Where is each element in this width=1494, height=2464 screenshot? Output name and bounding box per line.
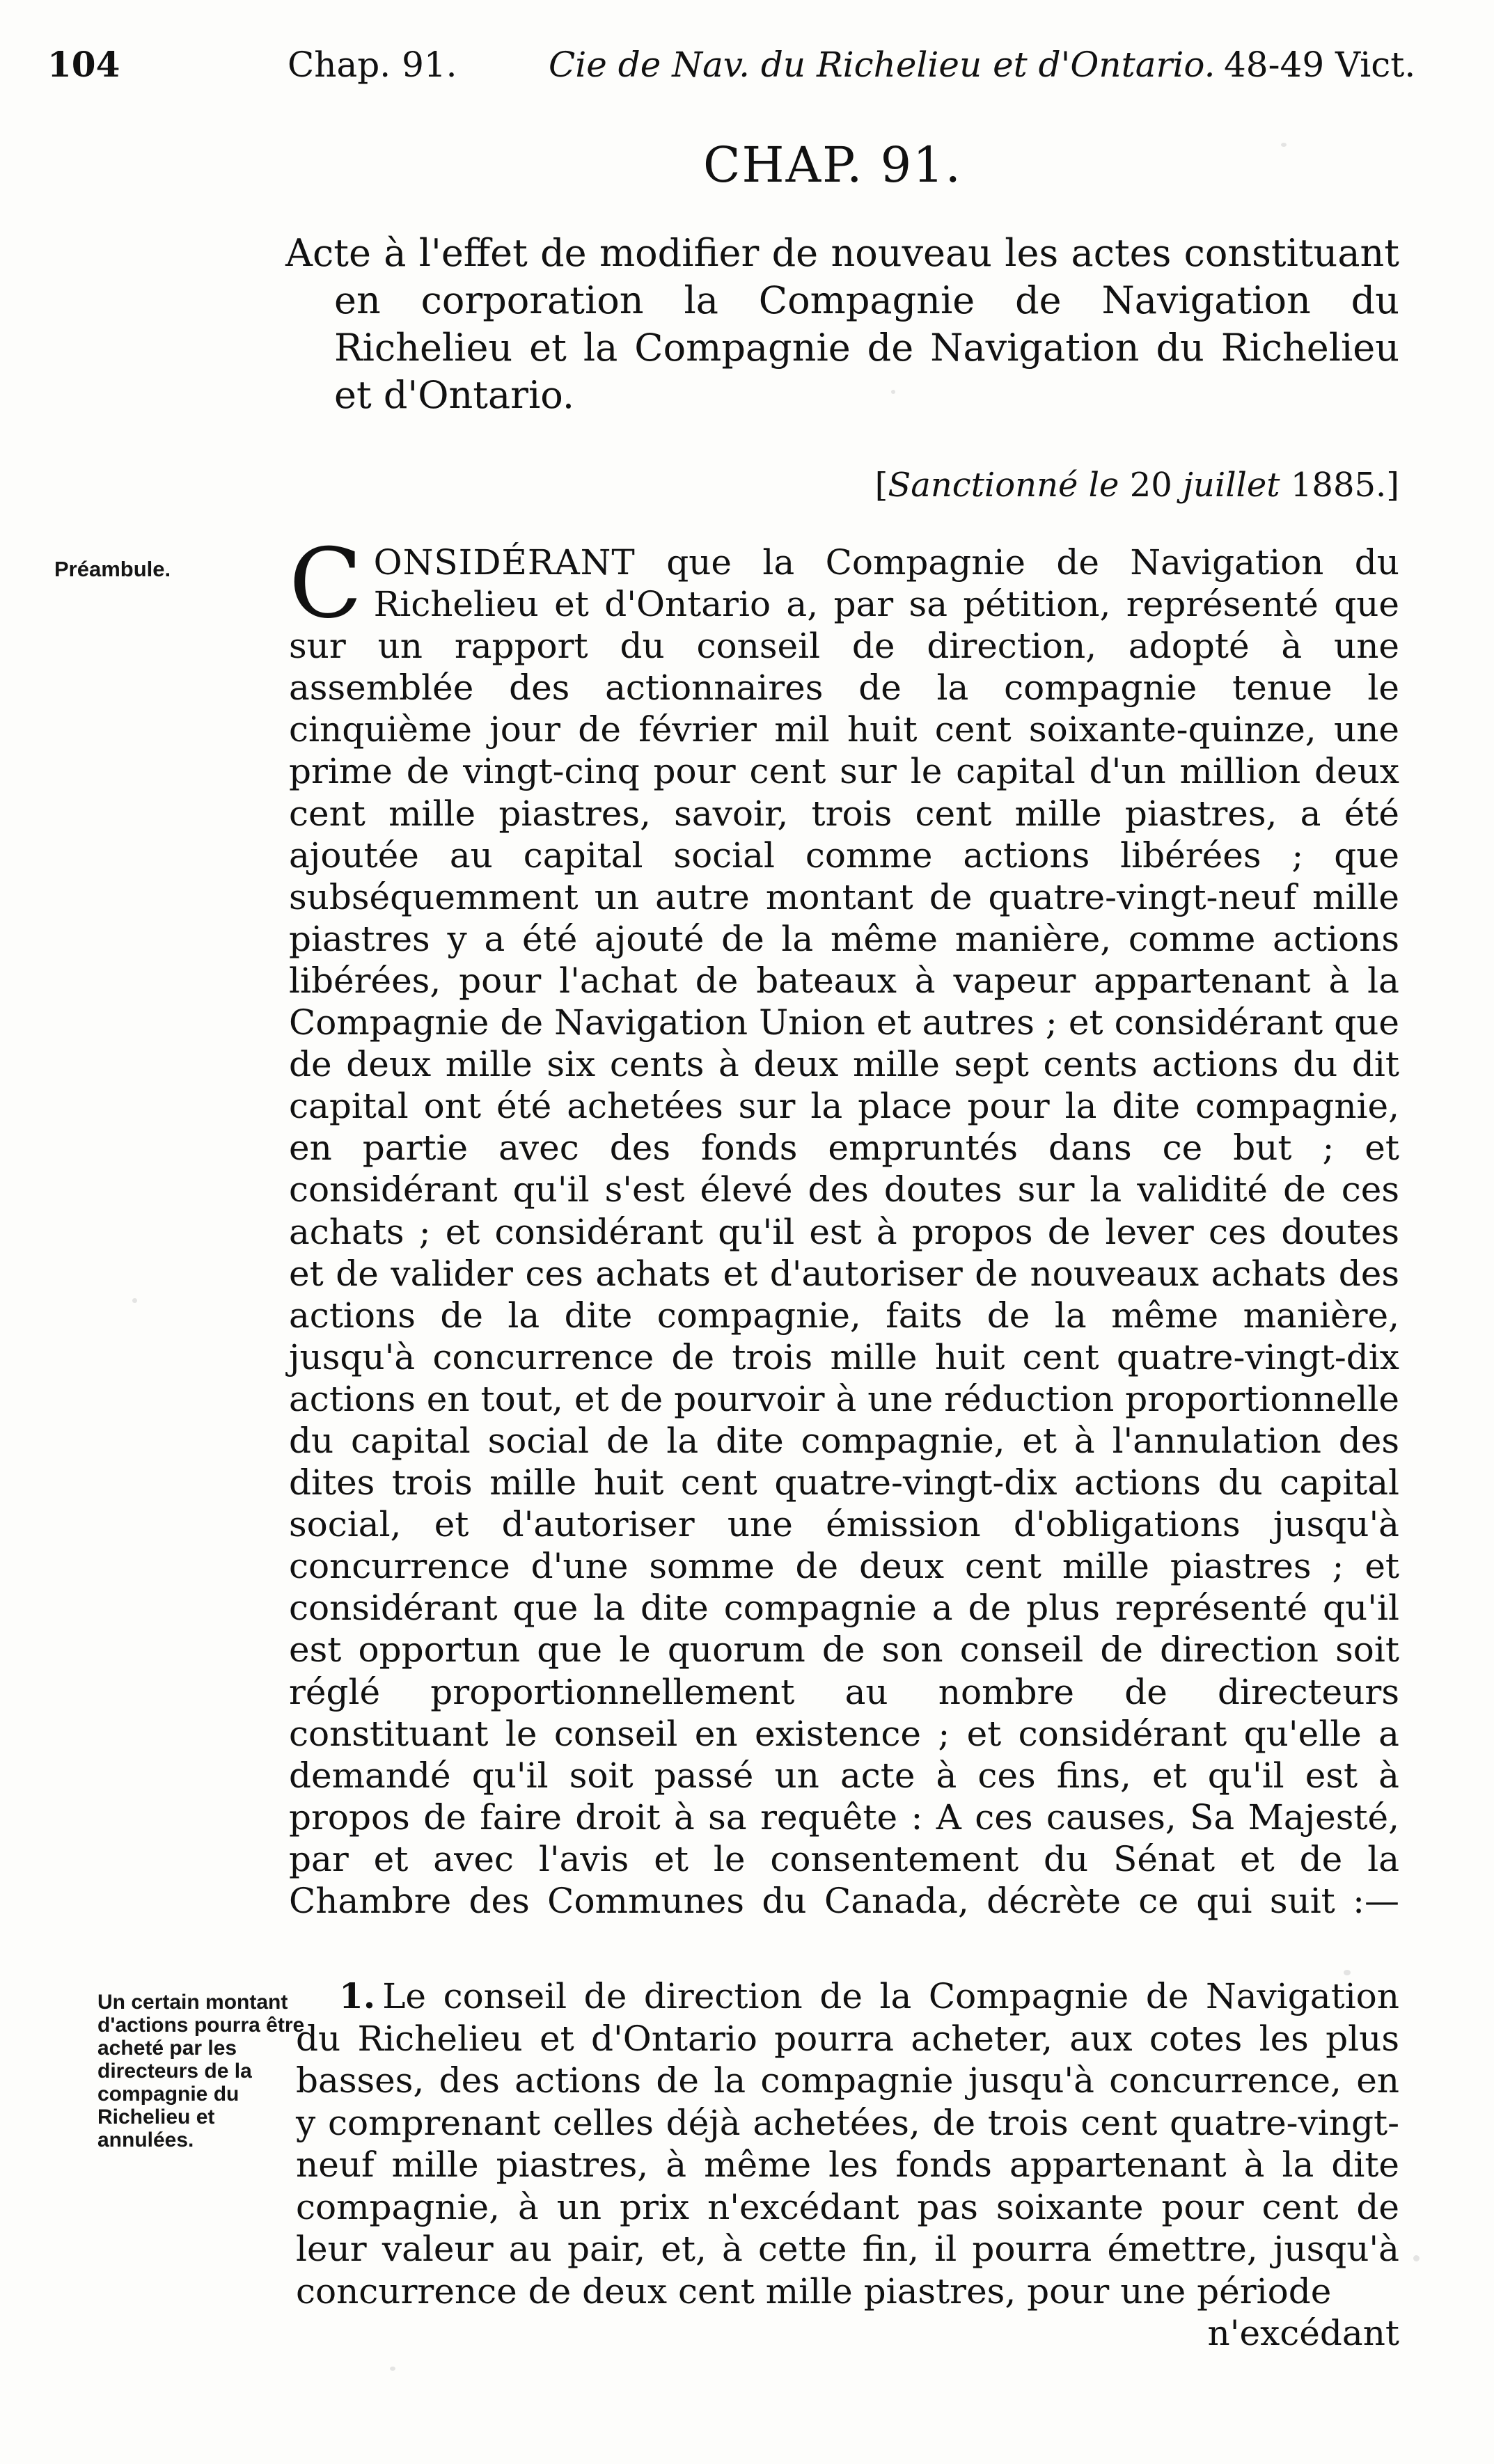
scan-speck [1344,1970,1351,1975]
margin-note-section-1: Un certain montant d'actions pourra être acheté par les directeurs de la compagnie du Richelieu et annulées. [97,1991,305,2151]
sanction-day: 20 [1129,466,1172,505]
scan-speck [390,2367,395,2371]
margin-note-preamble: Préambule. [54,557,171,581]
header-chapter-ref: Chap. 91. [288,45,457,85]
section-1-body [296,1975,1399,2355]
section-1-text: Le conseil de direction de la Compagnie de Navigation du Richelieu et d'Ontario pourra acheter, aux cotes les plus basses, des actions de la compagnie jusqu'à concurrence, en y comprenant celles déjà achetées, de trois cent quatre-vingt-neuf mille piastres, à même les fonds appartenant à la dite compagnie, à un prix n'excédant pas soixante pour cent de leur valeur au pair, et, à cette fin, il pourra émettre, jusqu'à concurrence de deux cent mille piastres, pour une période [296,1976,1399,2312]
chapter-heading: CHAP. 91. [703,136,962,194]
scan-speck [891,390,895,394]
header-company-ref: Cie de Nav. du Richelieu et d'Ontario. [549,45,1216,85]
running-header [47,40,1416,89]
act-title: Acte à l'effet de modifier de nouveau les actes constituant en corporation la Compagnie de Navigation du Richelieu et la Compagnie de Navigation du Richelieu et d'Ontario. [285,231,1399,417]
scan-speck [132,1298,137,1303]
preamble-body [289,528,1399,1922]
sanction-label: Sanctionné le [888,466,1119,505]
sanction-month: juillet [1183,466,1280,505]
sanction-line [875,463,1399,507]
header-regnal-year: 48-49 Vict. [1224,45,1416,85]
page-number: 104 [47,44,120,85]
section-number: 1. [339,1975,376,2016]
section-1-last-line: n'excédant [1207,2313,1399,2353]
drop-cap: C [289,528,363,640]
preamble-first-word: ONSIDÉRANT [373,542,636,583]
sanction-year: 1885.] [1290,466,1399,505]
sanction-open-bracket: [ [874,466,888,505]
scan-speck [1281,143,1287,147]
preamble-text: que la Compagnie de Navigation du Richelieu et d'Ontario a, par sa pétition, représenté que sur un rapport du conseil de direction, adopté à une assemblée des actionnaires de la compagnie tenue le cinquième jour de février mil huit cent soixante-quinze, une prime de vingt-cinq pour cent sur le capital d'un million deux cent mille piastres, savoir, trois cent mille piastres, a été ajoutée au capital social comme actions libérées ; que subséquemment un autre montant de quatre-vingt-neuf mille piastres y a été ajouté de la même manière, comme actions libérées, pour l'achat de bateaux à vapeur appartenant à la Compagnie de Navigation Union et autres ; et considérant que de deux mille six cents à deux mille sept cents actions du dit capital ont été achetées sur la place pour la dite compagnie, en partie avec des fonds empruntés dans ce but ; et considérant qu'il s'est élevé des doutes sur la validité de ces achats ; et considérant qu'il est à propos de lever ces doutes et de valider ces achats et d'autoriser de nouveaux achats des actions de la dite compagnie, faits de la même manière, jusqu'à concurrence de trois mille huit cent quatre-vingt-dix actions en tout, et de pourvoir à une réduction proportionnelle du capital social de la dite compagnie, et à l'annulation des dites trois mille huit cent quatre-vingt-dix actions du capital social, et d'autoriser une émission d'obligations jusqu'à concurrence d'une somme de deux cent mille piastres ; et considérant que la dite compagnie a de plus représenté qu'il est opportun que le quorum de son conseil de direction soit réglé proportionnellement au nombre de directeurs constituant le conseil en existence ; et considérant qu'elle a demandé qu'il soit passé un acte à ces fins, et qu'il est à propos de faire droit à sa requête : A ces causes, Sa Majesté, par et avec l'avis et le consentement du Sénat et de la Chambre des Communes du Canada, décrète ce qui suit :— [289,542,1399,1921]
scan-speck [1413,2255,1420,2261]
